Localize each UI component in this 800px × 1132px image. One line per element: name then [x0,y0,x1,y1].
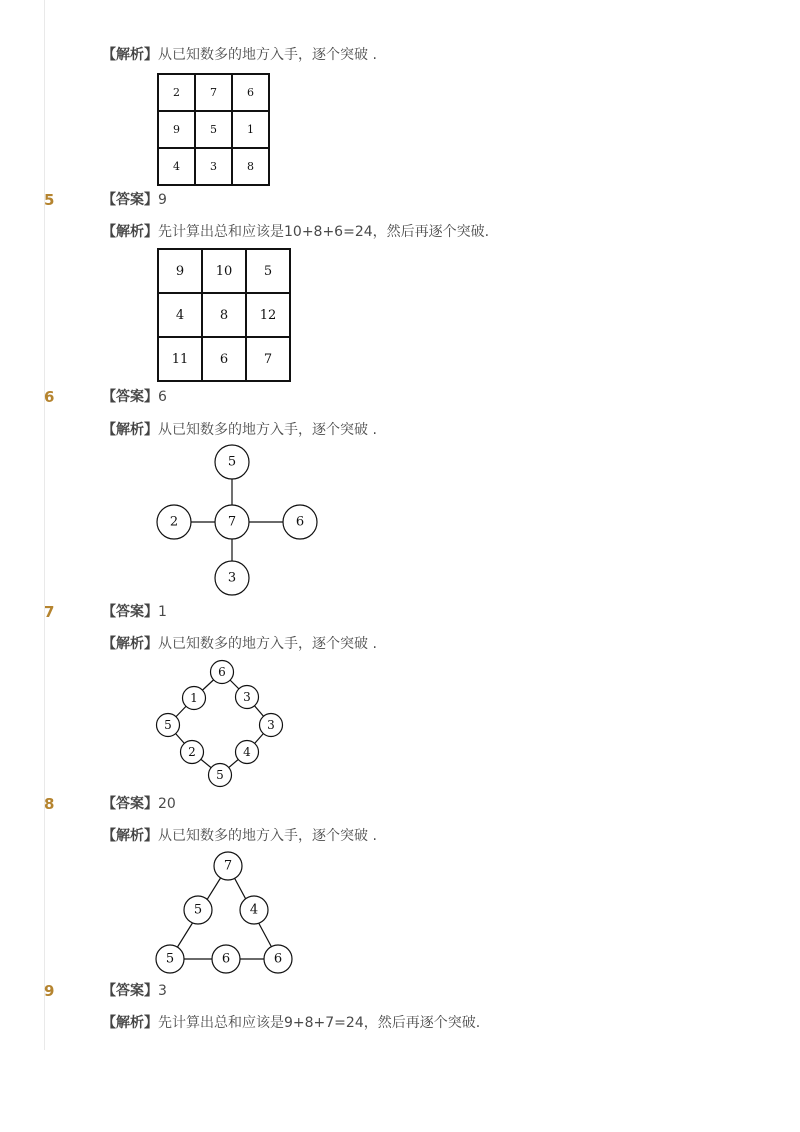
node-label: 4 [249,902,259,918]
analysis-line [102,223,489,241]
node-label: 3 [267,718,275,732]
answer-value: 9 [158,192,167,208]
question-number: 6 [44,388,55,406]
analysis-text: 先计算出总和应该是10+8+6=24，然后再逐个突破. [158,224,490,240]
node-label: 5 [193,902,203,918]
question-number: 8 [44,795,55,813]
answer-value: 6 [158,389,167,405]
grid-cell: 10 [202,249,246,293]
node-label: 7 [227,514,237,530]
grid-cell: 12 [246,293,290,337]
analysis-tag: 【解析】 [102,47,158,63]
grid-cell: 9 [158,111,195,148]
cross-diagram [150,440,330,600]
answer-tag: 【答案】 [102,389,158,405]
analysis-tag: 【解析】 [102,422,158,438]
analysis-text: 从已知数多的地方入手，逐个突破 . [158,47,377,63]
analysis-line [102,635,377,653]
grid-cell: 5 [246,249,290,293]
node-label: 2 [188,745,196,759]
node-label: 5 [165,951,175,967]
analysis-tag: 【解析】 [102,828,158,844]
node-label: 6 [273,951,283,967]
analysis-tag: 【解析】 [102,224,158,240]
node-label: 3 [227,570,237,586]
grid-cell: 11 [158,337,202,381]
left-margin-rule [44,0,45,1050]
answer-line [102,603,167,621]
grid-cell: 6 [202,337,246,381]
node-label: 3 [243,690,251,704]
grid-cell: 8 [202,293,246,337]
grid-cell: 9 [158,249,202,293]
grid-cell: 4 [158,293,202,337]
node-label: 4 [243,745,251,759]
ring-diagram [150,655,290,795]
node-label: 5 [164,718,172,732]
number-grid [157,248,291,382]
node-label: 2 [169,514,179,530]
question-number: 9 [44,982,55,1000]
triangle-diagram [150,850,300,980]
node-label: 7 [223,858,233,874]
node-label: 5 [227,454,237,470]
answer-value: 1 [158,604,167,620]
node-label: 6 [295,514,305,530]
answer-line [102,982,167,1000]
node-label: 6 [221,951,231,967]
analysis-line [102,827,377,845]
grid-cell: 7 [246,337,290,381]
magic-square-grid [157,73,270,186]
grid-cell: 8 [232,148,269,185]
answer-tag: 【答案】 [102,192,158,208]
analysis-text: 先计算出总和应该是9+8+7=24，然后再逐个突破. [158,1015,481,1031]
node-label: 5 [216,768,224,782]
node-label: 6 [218,665,226,679]
question-number: 5 [44,191,55,209]
analysis-text: 从已知数多的地方入手，逐个突破 . [158,828,377,844]
analysis-text: 从已知数多的地方入手，逐个突破 . [158,422,377,438]
grid-cell: 7 [195,74,232,111]
answer-line [102,191,167,209]
answer-tag: 【答案】 [102,983,158,999]
analysis-line [102,421,377,439]
grid-cell: 4 [158,148,195,185]
answer-tag: 【答案】 [102,604,158,620]
answer-value: 3 [158,983,167,999]
grid-cell: 2 [158,74,195,111]
answer-line [102,388,167,406]
answer-line [102,795,176,813]
analysis-tag: 【解析】 [102,1015,158,1031]
analysis-text: 从已知数多的地方入手，逐个突破 . [158,636,377,652]
node-label: 1 [190,691,198,705]
analysis-line [102,1014,480,1032]
grid-cell: 5 [195,111,232,148]
grid-cell: 1 [232,111,269,148]
analysis-line [102,46,377,64]
question-number: 7 [44,603,55,621]
analysis-tag: 【解析】 [102,636,158,652]
grid-cell: 3 [195,148,232,185]
answer-tag: 【答案】 [102,796,158,812]
answer-value: 20 [158,796,176,812]
grid-cell: 6 [232,74,269,111]
